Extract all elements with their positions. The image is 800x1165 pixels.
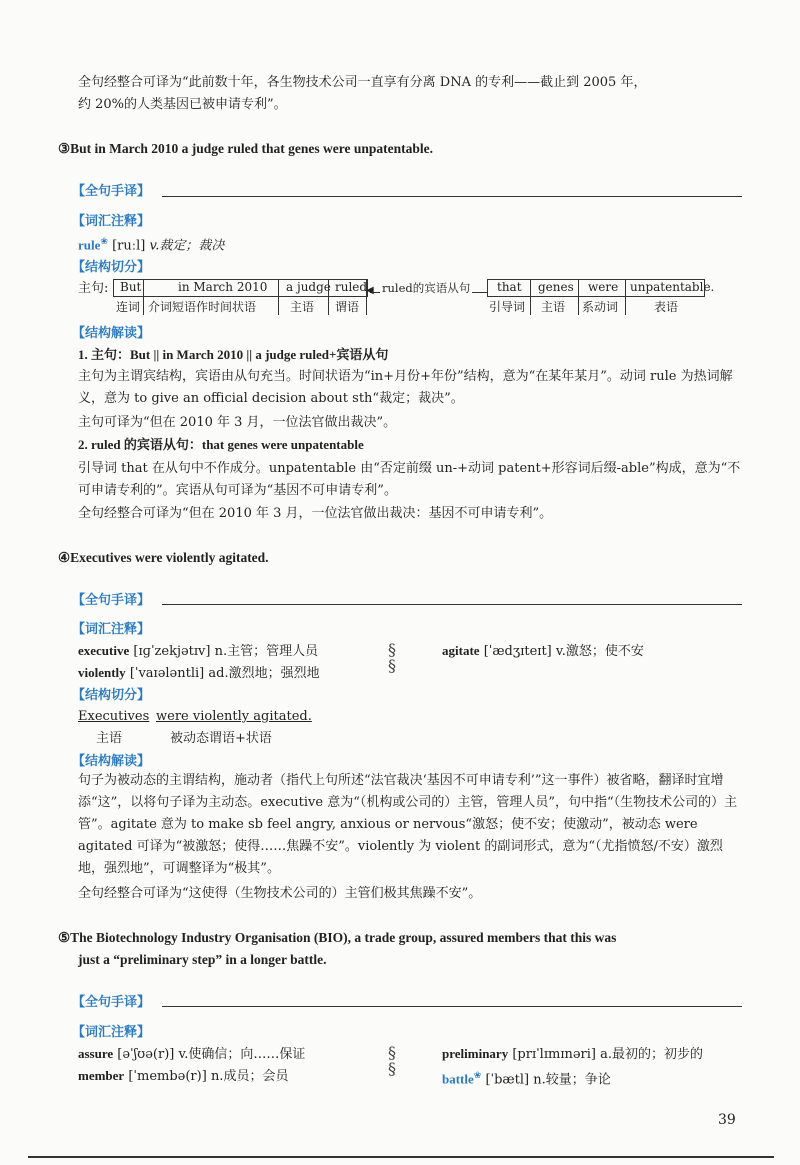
sentence-3: ③But in March 2010 a judge ruled that genes were unpatentable. (58, 141, 433, 156)
split-role: 连词 (116, 300, 141, 314)
vocab-word: rule (78, 237, 101, 253)
analysis-4-translation: 全句经整合可译为“这使得（生物技术公司的）主管们极其焦躁不安”。 (78, 886, 482, 901)
clause-role: 系动词 (582, 300, 619, 314)
divider-icon: § (388, 656, 396, 675)
vocab-definition: n.成员；会员 (210, 1069, 289, 1084)
vocab-violently (78, 664, 320, 683)
divider-icon: § (388, 1059, 396, 1078)
split-label: 主句: (78, 281, 109, 296)
intro-line-1: 全句经整合可译为“此前数十年，各生物技术公司一直享有分离 DNA 的专利——截止到 2005 年， (78, 75, 647, 90)
vocab-definition: v.激怒；使不安 (555, 644, 644, 659)
split-role: 谓语 (335, 300, 360, 314)
hot-word-icon: ❀ (100, 237, 108, 247)
vocab-word: preliminary (442, 1046, 509, 1061)
analysis-2-translation: 全句经整合可译为“但在 2010 年 3 月，一位法官做出裁决：基因不可申请专利”。 (78, 506, 553, 521)
vocab-definition: v.裁定；裁决 (149, 238, 225, 254)
clause-word: were (588, 280, 619, 294)
vocab-battle (442, 1067, 611, 1089)
vocab-word: battle (442, 1071, 474, 1087)
tag-analysis-4: 【结构解读】 (72, 754, 151, 769)
clause-role: 引导词 (489, 300, 526, 314)
tag-translate-3: 【全句手译】 (72, 184, 151, 199)
vocab-agitate (442, 642, 644, 661)
tag-split-4: 【结构切分】 (72, 688, 151, 703)
tag-split-3: 【结构切分】 (72, 260, 151, 275)
tag-vocab-5: 【词汇注释】 (72, 1025, 151, 1040)
translation-line-3[interactable] (162, 196, 742, 197)
vocab-word: member (78, 1068, 125, 1083)
tag-translate-4: 【全句手译】 (72, 593, 151, 608)
vocab-phonetic: [ˈbætl] (485, 1072, 530, 1088)
analysis-1-head: 1. 主句：But || in March 2010 || a judge ruled+宾语从句 (78, 347, 389, 362)
arrow-head-icon: ◀ (366, 285, 374, 296)
sentence-5-line-1: ⑤The Biotechnology Industry Organisation (BIO), a trade group, assured members that this was (58, 930, 617, 945)
tag-vocab-3: 【词汇注释】 (72, 214, 151, 229)
vocab-word: assure (78, 1046, 114, 1061)
vocab-phonetic: [ɪɡˈzekjətɪv] (133, 644, 211, 659)
vocab-phonetic: [əˈʃʊə(r)] (117, 1047, 175, 1062)
translation-line-4[interactable] (162, 604, 742, 605)
split4-role-subject: 主语 (96, 731, 123, 746)
analysis-2-head: 2. ruled 的宾语从句：that genes were unpatentable (78, 437, 364, 452)
split-role: 主语 (290, 300, 315, 314)
split4-role-predicate: 被动态谓语+状语 (170, 731, 272, 746)
vocab-phonetic: [ˈmembə(r)] (128, 1069, 207, 1084)
analysis-1-translation: 主句可译为“但在 2010 年 3 月，一位法官做出裁决”。 (78, 415, 397, 430)
clause-word: that (497, 280, 522, 294)
tag-analysis-3: 【结构解读】 (72, 326, 151, 341)
vocab-word: violently (78, 665, 126, 680)
clause-role: 表语 (654, 300, 679, 314)
divider-icon: § (388, 640, 396, 659)
tag-translate-5: 【全句手译】 (72, 995, 151, 1010)
vocab-assure (78, 1045, 305, 1064)
divider-icon: § (388, 1043, 396, 1062)
split-role: 介词短语作时间状语 (148, 300, 257, 314)
bottom-rule (28, 1156, 774, 1158)
sentence-5-line-2: just a “preliminary step” in a longer battle. (78, 952, 327, 967)
clause-role: 主语 (541, 300, 566, 314)
vocab-executive (78, 642, 318, 661)
split4-subject: Executives (78, 709, 150, 724)
translation-line-5[interactable] (162, 1006, 742, 1007)
split-word: But (120, 280, 142, 294)
vocab-preliminary (442, 1045, 703, 1064)
tag-vocab-4: 【词汇注释】 (72, 622, 151, 637)
vocab-phonetic: [ˈædʒɪteɪt] (483, 644, 552, 659)
page-number: 39 (718, 1112, 736, 1128)
split-word: ruled (335, 280, 368, 294)
vocab-phonetic: [ˈvaɪələntli] (129, 666, 205, 681)
sentence-4: ④Executives were violently agitated. (58, 550, 269, 565)
vocab-definition: n.较量；争论 (533, 1072, 611, 1088)
vocab-definition: v.使确信；向……保证 (178, 1047, 306, 1062)
vocab-phonetic: [prɪˈlɪmɪnəri] (512, 1047, 596, 1062)
arrow-label: ruled的宾语从句 (382, 281, 471, 295)
intro-line-2: 约 20%的人类基因已被申请专利”。 (78, 97, 287, 112)
analysis-2-text: 引导词 that 在从句中不作成分。unpatentable 由“否定前缀 un-+动词 patent+形容词后缀-able”构成，意为“不可申请专利的”。宾语从句可译为“基因不可申请专利”。 (78, 461, 741, 498)
clause-word: unpatentable. (630, 280, 715, 294)
vocab-phonetic: [ruːl] (112, 238, 146, 254)
split-word: a judge (286, 280, 331, 294)
vocab-definition: a.最初的；初步的 (600, 1047, 704, 1062)
analysis-1-text: 主句为主谓宾结构，宾语由从句充当。时间状语为“in+月份+年份”结构，意为“在某年某月”。动词 rule 为热词解义，意为 to give an official decision about sth“裁定；裁决”。 (78, 369, 733, 406)
vocab-rule (78, 233, 224, 255)
split4-predicate: were violently agitated. (156, 709, 312, 724)
vocab-word: executive (78, 643, 130, 658)
analysis-4-text: 句子为被动态的主谓结构，施动者（指代上句所述“法官裁决‘基因不可申请专利’”这一事件）被省略，翻译时宜增添“这”，以将句子译为主动态。executive 意为“（机构或公司的）主管，管理人员”，句中指“（生物技术公司的）主管”。agitate 意为 to make sb feel angry, anxious or nervous“激怒；使不安；使激动”，被动态 were agitated 可译为“被激怒；使得……焦躁不安”。violently 为 violent 的副词形式，意为“（尤指愤怒/不安）激烈地，强烈地”，可调整译为“极其”。 (78, 773, 738, 876)
clause-word: genes (538, 280, 574, 294)
vocab-definition: ad.激烈地；强烈地 (208, 666, 320, 681)
split-word: in March 2010 (178, 280, 268, 294)
vocab-word: agitate (442, 643, 480, 658)
vocab-definition: n.主管；管理人员 (214, 644, 319, 659)
hot-word-icon: ❀ (473, 1071, 482, 1081)
vocab-member (78, 1067, 288, 1086)
